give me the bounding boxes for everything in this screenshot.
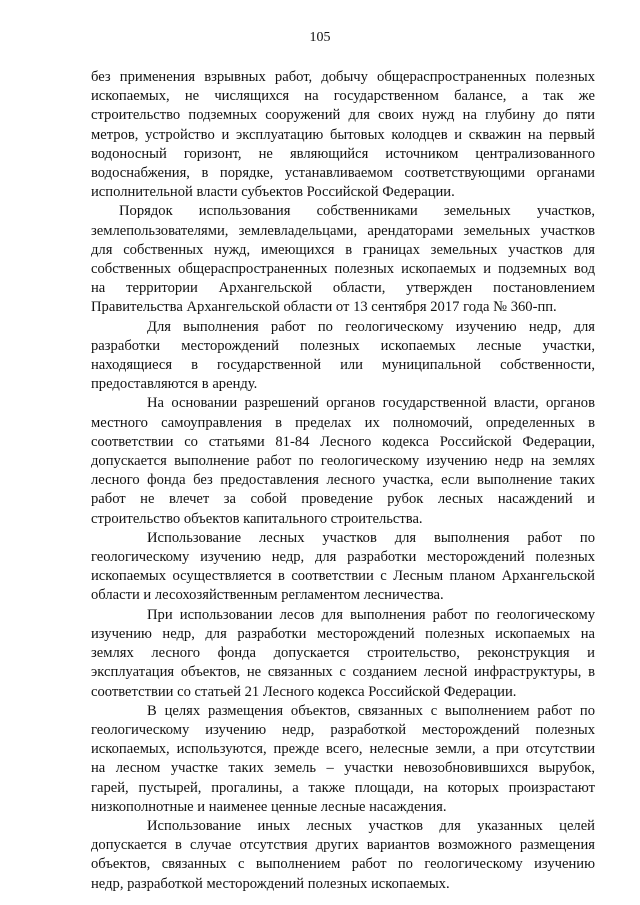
- text-line: лесного фонда без предоставления лесного участка, если выполнение таких: [91, 472, 595, 489]
- paragraph-placement: [91, 702, 595, 817]
- text-line: на лесном участке таких земель – участки невозобновившихся вырубок,: [91, 760, 595, 777]
- text-line: На основании разрешений органов государственной власти, органов: [147, 395, 595, 412]
- text-line: находящиеся в государственной или муниципальной собственности,: [91, 357, 595, 374]
- text-line: В целях размещения объектов, связанных с выполнением работ по: [147, 702, 595, 719]
- text-line: Для выполнения работ по геологическому изучению недр, для: [147, 318, 595, 335]
- text-line: землепользователями, землевладельцами, арендаторами земельных участков: [91, 222, 595, 239]
- text-line: на территории Архангельской области, утвержден постановлением: [91, 280, 595, 297]
- text-line: местного самоуправления в пределах их полномочий, определенных в: [91, 414, 595, 431]
- text-line: ископаемых осуществляется в соответствии с Лесным планом Архангельской: [91, 568, 595, 585]
- text-line: эксплуатация объектов, не связанных с созданием лесной инфраструктуры, в: [91, 664, 595, 681]
- text-line: низкополнотные и наименее ценные лесные насаждения.: [91, 798, 447, 815]
- paragraph-continuation: [91, 68, 595, 202]
- text-line: При использовании лесов для выполнения работ по геологическому: [147, 606, 595, 623]
- paragraph-lease: [91, 318, 595, 395]
- text-line: метров, устройство и эксплуатацию бытовых колодцев и скважин на первый: [91, 126, 595, 143]
- text-line: строительство подземных сооружений для своих нужд на глубину до пяти: [91, 107, 595, 124]
- text-line: Использование лесных участков для выполнения работ по: [147, 529, 595, 546]
- text-line: землях лесного фонда допускается строительство, реконструкция и: [91, 645, 595, 662]
- text-line: Использование иных лесных участков для указанных целей: [147, 817, 595, 834]
- paragraph-forest-plan: [91, 529, 595, 606]
- text-line: гарей, пустырей, прогалины, а также площади, на которых произрастают: [91, 779, 595, 796]
- text-line: водоносный горизонт, не являющийся источником централизованного: [91, 145, 595, 162]
- text-line: исполнительной власти субъектов Российской Федерации.: [91, 184, 455, 201]
- text-line: области и лесохозяйственным регламентом лесничества.: [91, 587, 444, 604]
- text-line: строительство объектов капитального строительства.: [91, 510, 423, 527]
- text-line: собственных общераспространенных полезных ископаемых и подземных вод: [91, 261, 595, 278]
- document-body: [91, 68, 595, 894]
- text-line: допускается в случае отсутствия других вариантов возможного размещения: [91, 837, 595, 854]
- text-line: ископаемых, используются, прежде всего, нелесные земли, а при отсутствии: [91, 741, 595, 758]
- text-line: допускается выполнение работ по геологическому изучению недр на землях: [91, 453, 595, 470]
- text-line: соответствии со статьей 21 Лесного кодекса Российской Федерации.: [91, 683, 517, 700]
- text-line: объектов, связанных с выполнением работ по геологическому изучению: [91, 856, 595, 873]
- text-line: ископаемых, не числящихся на государственном балансе, а так же: [91, 88, 595, 105]
- text-line: геологическому изучению недр, разработкой месторождений полезных: [91, 721, 595, 738]
- page-number: 105: [309, 30, 331, 45]
- text-line: предоставляются в аренду.: [91, 376, 258, 393]
- text-line: Правительства Архангельской области от 13 сентября 2017 года № 360-пп.: [91, 299, 557, 316]
- text-line: недр, разработкой месторождений полезных ископаемых.: [91, 875, 450, 892]
- text-line: разработки месторождений полезных ископаемых лесные участки,: [91, 337, 595, 354]
- paragraph-permissions: [91, 394, 595, 528]
- text-line: для собственных нужд, имеющихся в границах земельных участков для: [91, 241, 595, 258]
- text-line: изучению недр, для разработки месторождений полезных ископаемых на: [91, 625, 595, 642]
- paragraph-construction: [91, 606, 595, 702]
- text-line: работ не влечет за собой проведение рубок лесных насаждений и: [91, 491, 595, 508]
- text-line: без применения взрывных работ, добычу общераспространенных полезных: [91, 69, 595, 85]
- text-line: соответствии со статьями 81-84 Лесного кодекса Российской Федерации,: [91, 433, 595, 450]
- text-line: Порядок использования собственниками земельных участков,: [119, 203, 595, 220]
- text-line: водоснабжения, в порядке, устанавливаемом соответствующими органами: [91, 165, 595, 182]
- text-line: геологическому изучению недр, для разработки месторождений полезных: [91, 549, 595, 566]
- paragraph-procedure: [91, 202, 595, 317]
- paragraph-other-plots: [91, 817, 595, 894]
